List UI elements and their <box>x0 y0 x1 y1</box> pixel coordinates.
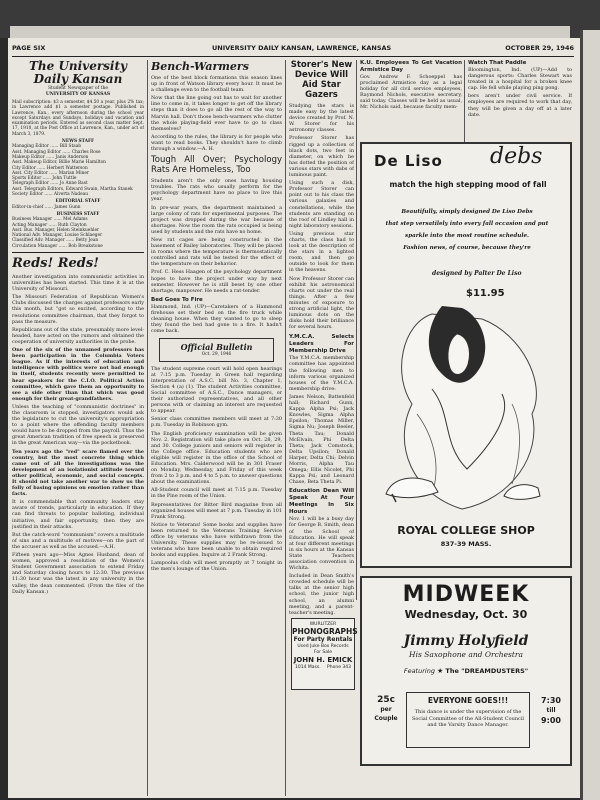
bulletin-item: Notice to Veterans! Some books and supplies have been returned to the Veterans Training Service office by veterans who have withdrawn from the University. These supplies may be re-issued to veterans who have been unable to obtain required books and supplies. Inquire at 2 Frank Strong. <box>151 521 282 559</box>
deliso-ad <box>360 142 572 568</box>
newspaper-page <box>8 38 580 798</box>
ymca-names: James Nelson, Battenfeld hall; Richard Gunn, Kappa Alpha Psi; Jack Knowles, Sigma Alpha Epsilon; Thomas Miller, Sigma Nu; Joseph Beeler, Theta Tau; Donald McElvain, Phi Delta Theta; Jack Comstock, Delta Upsilon; Donald Harper, Delta Chi; Delvin Morris, Alpha Tau Omega; Ellis Nicolet, Phi Kappa Psi; and Leonard Chase, Beta Theta Pi. <box>289 393 354 486</box>
bulletin-date: Oct. 29, 1946 <box>201 352 232 358</box>
scan-top-strip <box>0 0 600 38</box>
deliso-liso: Liso <box>404 152 443 170</box>
ku-story <box>360 60 462 150</box>
midweek-notice: This dance is under the supervision of the Social Committee of the All-Student Council and the Varsity Dance Manager. <box>411 709 525 728</box>
education-paragraph-1: Nov. 1 will be a busy day for George B. Smith, dean of the School of Education. He will speak at four different meetings in six hours at the Kansas State Teachers association convention in Wichita. <box>289 516 354 572</box>
deliso-description-3: sparkle into the most routine schedule. <box>405 233 529 239</box>
benchwarmers-headline: Bench-Warmers <box>151 60 249 73</box>
news-staff-list: Managing Editor ...... Bill Staab Asst. Managing Editor ...... Charles Rose Makeup Editor ...... Janis Anderson Asst. Makeup Editor, Billie Marie Hamilton City Editor ...... Herbert Watterson Asst. City Editor ...... Marian Miner Sports Editor ...... John Tuttle Telegraph Editor ...... Jo Anne Bast Asst. Telegraph Editors, Edward Swain, Martha Stanek Society Editor ...... Alverta Nadeau <box>12 144 133 198</box>
bedgoes-headline: Bed Goes To Fire <box>151 296 203 303</box>
benchwarmers-paragraph-2: Now that the line going out has to wait for another line to come in, it takes longer to get off the library steps than it does to go all the rest of the way to Marvin hall. Don't those bench-warmers who clutter the whole playing-field ever have to go to class themselves? <box>151 95 282 132</box>
midweek-guests: The "DREAMDUSTERS" <box>445 667 529 675</box>
storer-headline: Storer's New Device Will Aid Star Gazers <box>290 60 353 100</box>
folio-rule <box>12 56 574 57</box>
page-number: PAGE SIX <box>12 44 46 52</box>
bulletin-item: Representatives for Bitter Bird magazine from all organized houses will meet at 7 p.m. Tuesday in 101 Frank Strong. <box>151 501 282 520</box>
tough-paragraph-4: Prof. C. Hess Haagen of the psychology department hopes to have the project under way by next semester. However he is still beset by one other shortage, manpower. He needs a rat-tender. <box>151 269 282 294</box>
deliso-shop-address: 837-39 MASS. <box>440 540 492 548</box>
reds-paragraph-8: But the catch-word "communism" covers a multitude of sins and a multitude of motives—on the part of the accuser as well as the accused.—A.H. <box>12 531 144 550</box>
fifteen-years-ago: Fifteen years ago—Miss Agnes Husband, dean of women, approved a resolution of the Women's Student Government association to extend Friday and Saturday closing hours to 12:30. The previous 11:30 hour was the latest in any university in the valley, the dean commented. (From the files of the Daily Kansan.) <box>12 552 144 595</box>
paddle-paragraph: Bloomington, Ind. (UP)—Add to dangerous sports: Charles Stewart was treated in a hospital for a broken knee cap. He fell while playing ping pong. <box>468 67 572 92</box>
editorial-staff-heading: EDITORIAL STAFF <box>55 199 101 205</box>
editorial-staff-list: Editor-in-chief ...... James Gunn <box>12 204 81 210</box>
bulletin-item: The English proficiency examination will be given Nov. 2. Registration will take place on Oct. 28, 29, and 30. College juniors and seniors will register in the College office. Education students who are eligible will register in the office of the School of Education. Mrs. Calderwood will be in 301 Fraser on Monday, Wednesday, and Friday of this week from 2 to 3 p.m. and 4 to 5 p.m. to answer questions about the examinations. <box>151 430 282 486</box>
deliso-description-4: Fashion news, of course, because they're <box>403 245 531 251</box>
midweek-featuring: Featuring <box>403 667 435 675</box>
midweek-start-time: 7:30 <box>541 696 561 705</box>
midweek-title: MIDWEEK <box>402 582 530 607</box>
deliso-de: De <box>374 152 399 170</box>
midweek-notice-box <box>406 692 530 748</box>
midweek-date: Wednesday, Oct. 30 <box>404 608 528 621</box>
midweek-till: till <box>546 707 556 714</box>
bulletin-item: The student supreme court will hold open hearings at 7:15 p.m. Tuesday in Green hall regarding interpretation of A.S.C. bill No. 3, Chapter 1, Section 4 (a) (1). The student Activities committee, Social committee of A.S.C., Dance managers, or their authorized representatives, and all other persons with or claiming an interest are requested to appear. <box>151 365 282 415</box>
ku-paragraph: Gov. Andrew F. Schoeppel has proclaimed Armistice day as a legal holiday for all civil service employees, Raymond Nichols, executive secretary, said today. Classes will be held as usual, Mr. Nichols said, because faculty mem- <box>360 74 462 111</box>
midweek-per: per <box>380 706 392 713</box>
reds-paragraph-6: Ten years ago the "red" scare flamed over the country, but the most concrete thing which came out of all the investigations was the development of an isolationist attitude toward other political, economic, and social concepts. It should not take another war to show us the folly of basing opinions on emotion rather than facts. <box>12 448 144 498</box>
bulletin-item: All-Student council will meet at 7:15 p.m. Tuesday in the Pine room of the Union. <box>151 487 282 500</box>
midweek-end-time: 9:00 <box>541 716 561 725</box>
column-rule-4 <box>464 60 465 150</box>
wurlitzer-rentals: For Party Rentals <box>293 636 353 643</box>
tough-headline: Tough All Over; Psychology Rats Are Homeless, Too <box>151 155 282 176</box>
deliso-price: $11.95 <box>466 288 505 299</box>
tough-paragraph-2: In pre-war years, the department maintained a large colony of rats for experimental purposes. The project was dropped during the war because of shortages. Now the room the rats occupied is being used by students and the rats have no home. <box>151 204 282 235</box>
tough-paragraph-3: New rat cages are being constructed in the basement of Bailey laboratories. They will be placed in rooms where the temperature is thermostatically controlled and rats will be tested for the effect of the temperature on their behavior. <box>151 236 282 268</box>
reds-paragraph-1: Another investigation into communistic activities in universities has been started. This time it is at the University of Missouri. <box>12 274 144 293</box>
reds-paragraph-5: Unless the teaching of "communistic doctrines" in the classroom is stopped, investigators would ask the legislature to cut the university's appropriation to a point where the offending faculty members would have to be dropped from the payroll. Thus the great American tradition of free speech is preserved in the great American way—via the pocketbook. <box>12 403 144 447</box>
storer-paragraph-2: Professor Storer has rigged up a collection of black dots, two feet in diameter, on which he has dotted the position of various stars with dabs of luminous paint. <box>289 135 354 179</box>
wurlitzer-address: 1014 Mass. <box>295 665 321 670</box>
column-editorial <box>12 60 144 796</box>
ymca-paragraph: The Y.M.C.A. membership committee has appointed the following men to inform various organized houses of the Y.M.C.A. membership drive: <box>289 355 354 392</box>
folio-line <box>12 44 574 56</box>
bulletin-item: Senior class committee members will meet at 7:30 p.m. Tuesday in Robinson gym. <box>151 416 282 429</box>
masthead-subtitle-1: Student Newspaper of the <box>47 86 109 91</box>
storer-paragraph-5: Now Professor Storer can exhibit his astronomical charts out under the real things. After a few minutes of exposure to strong artificial light, the luminous dots on the disks hold their brilliance for several hours. <box>289 275 354 331</box>
news-staff-heading: NEWS STAFF <box>61 139 95 145</box>
paddle-story <box>468 60 572 150</box>
wurlitzer-records: Used Juke Box Records <box>297 644 349 649</box>
bulletin-title: Official Bulletin <box>180 342 253 353</box>
shoe-illustration <box>382 464 442 504</box>
wurlitzer-ad <box>291 618 358 690</box>
shoe-illustration-2 <box>502 474 542 504</box>
deliso-description-1: Beautifully, simply designed De Liso Debs <box>401 209 533 215</box>
benchwarmers-paragraph-1: One of the best block formations this season lines up in front of Watson library every hour. It must be a challenge even to the football team. <box>151 75 282 94</box>
wurlitzer-phonographs: PHONOGRAPHS <box>292 627 358 636</box>
deliso-debs-script: debs <box>490 144 543 169</box>
ymca-headline: Y.M.C.A. Selects Leaders For Membership Drive <box>289 334 354 355</box>
column-rule-3 <box>356 60 357 600</box>
deliso-designed-by: designed by Palter De Liso <box>432 270 522 277</box>
storer-paragraph-3: Using such a disk, Professor Storer can point out to his class the various galaxies and constellations, while the students are standing on the roof of Lindley hall in night laboratory sessions. <box>289 180 354 229</box>
column-rule-1 <box>147 60 148 796</box>
star-icon: ★ <box>437 667 444 675</box>
benchwarmers-paragraph-3: According to the rules, the library is for people who want to read books. They shouldn't have to climb through a window.—A. H. <box>151 133 282 153</box>
midweek-price: 25c <box>377 695 395 705</box>
paddle-continued: bers aren't under civil service. If employees are required to work that day, they will be given a day off at a later date. <box>468 93 572 118</box>
wurlitzer-phone: Phone 343 <box>327 665 351 670</box>
midweek-ad <box>360 576 572 766</box>
reds-paragraph-3: Republicans out of the state, presumably more level-headed, have acted on the rumors and obtained the cooperation of university authorities in the probe. <box>12 326 144 345</box>
deliso-description-2: that step versatilely into every fall occasion and put <box>385 221 549 227</box>
midweek-band: Jimmy Holyfield <box>403 633 529 649</box>
storer-paragraph-4: Using previous star charts, the class had to look at the description of the stars in a lighted room, and then go outside to look for them in the heavens. <box>289 230 354 274</box>
education-headline: Education Dean Will Speak At Four Meetings In Six Hours <box>289 488 354 516</box>
wurlitzer-for-sale: For Sale <box>313 650 333 655</box>
wurlitzer-brand: WURLITZER <box>309 622 337 627</box>
scan-right-edge <box>580 30 600 800</box>
column-features <box>151 60 282 796</box>
bulletin-item: Lampoolus club will meet promptly at 7 tonight in the men's lounge of the Union. <box>151 560 282 573</box>
education-paragraph-2: Included in Dean Smith's crowded schedule will be talks at the senior high school, the junior high school, an alumni meeting, and a parent-teacher's meeting. <box>289 573 354 616</box>
reds-headline: Reds! Reds! <box>12 256 99 272</box>
deliso-tagline: match the high stepping mood of fall <box>389 180 547 189</box>
midweek-couple: Couple <box>374 715 398 722</box>
business-staff-heading: BUSINESS STAFF <box>56 211 100 217</box>
masthead-title-1: The University <box>29 60 127 73</box>
ku-headline: K.U. Employees To Get Vacation Armistice Day <box>360 60 462 73</box>
paddle-headline: Watch That Paddle <box>468 60 527 66</box>
reds-paragraph-4: One of the six of the unnamed professors has been participation in the Columbia Voters league. As if the interests of education and intelligence with politics were not bad enough in itself, students recently were permitted to hear speakers for the C.I.O. Political Action committee, which gave them an opportunity to see a side other than that which was good enough for their great-grandfathers. <box>12 347 144 402</box>
column-rule-2 <box>285 60 286 796</box>
official-bulletin-box <box>159 338 274 361</box>
masthead-subtitle-2: UNIVERSITY OF KANSAS <box>45 91 111 97</box>
masthead-title-2: Daily Kansan <box>33 72 123 86</box>
midweek-everyone: EVERYONE GOES!!! <box>427 696 509 705</box>
adjacent-page-edge <box>10 26 570 38</box>
wurlitzer-name: JOHN H. EMICK <box>293 656 353 664</box>
paper-name: UNIVERSITY DAILY KANSAN, LAWRENCE, KANSAS <box>212 44 392 52</box>
deliso-shop: ROYAL COLLEGE SHOP <box>397 524 535 537</box>
bedgoes-text: Hammond, Ind. (UP)—Caretakers of a Hammond firehouse set their bed on the fire truck while cleaning house. When they wanted to go to sleep they found the bed had gone to a fire. It hadn't come back. <box>151 303 282 335</box>
storer-paragraph-1: Studying the stars is made easy by the latest device created by Prof. N. W. Storer for his astronomy classes. <box>289 103 354 134</box>
column-news <box>289 60 354 620</box>
masthead-rule <box>12 252 144 253</box>
subscription-info: Mail subscription: $3 a semester, $4.50 a year, plus 2% tax; in Lawrence add $1 a semester postage. Published in Lawrence, Kan., every afternoon during the school year except Saturdays and Sundays, holidays and vacation and examination periods. Entered as second class matter Sept. 17, 1910, at the Post Office at Lawrence, Kan., under act of March 3, 1879. <box>12 100 144 137</box>
reds-paragraph-2: The Missouri Federation of Republican Women's Clubs discussed the charges against professors early this month, but "got so excited, according to the resolutions committee chairman, that they forgot to pass the measure. <box>12 294 144 325</box>
reds-paragraph-7: It is commendable that community leaders stay aware of trends, particularly in education. If they can find threats to popular balloting, individual initiative, and fair opportunity, then they are justified in their attacks. <box>12 499 144 530</box>
business-staff-list: Business Manager ...... Mel Adams Acting Manager ...... Ruth Clayton Asst. Bus. Manager, Helen Steinkuehler National Adv. Manager, Louise Schlaeger Classified Adv. Manager ...... Betty Jean Circulation Manager ...... Bob Breakstone <box>12 217 103 249</box>
issue-date: OCTOBER 29, 1946 <box>505 44 574 52</box>
midweek-orchestra: His Saxophone and Orchestra <box>409 650 523 659</box>
tough-paragraph-1: Students aren't the only ones having housing troubles. The rats who usually perform for the psychology department have no place to live this year. <box>151 178 282 203</box>
